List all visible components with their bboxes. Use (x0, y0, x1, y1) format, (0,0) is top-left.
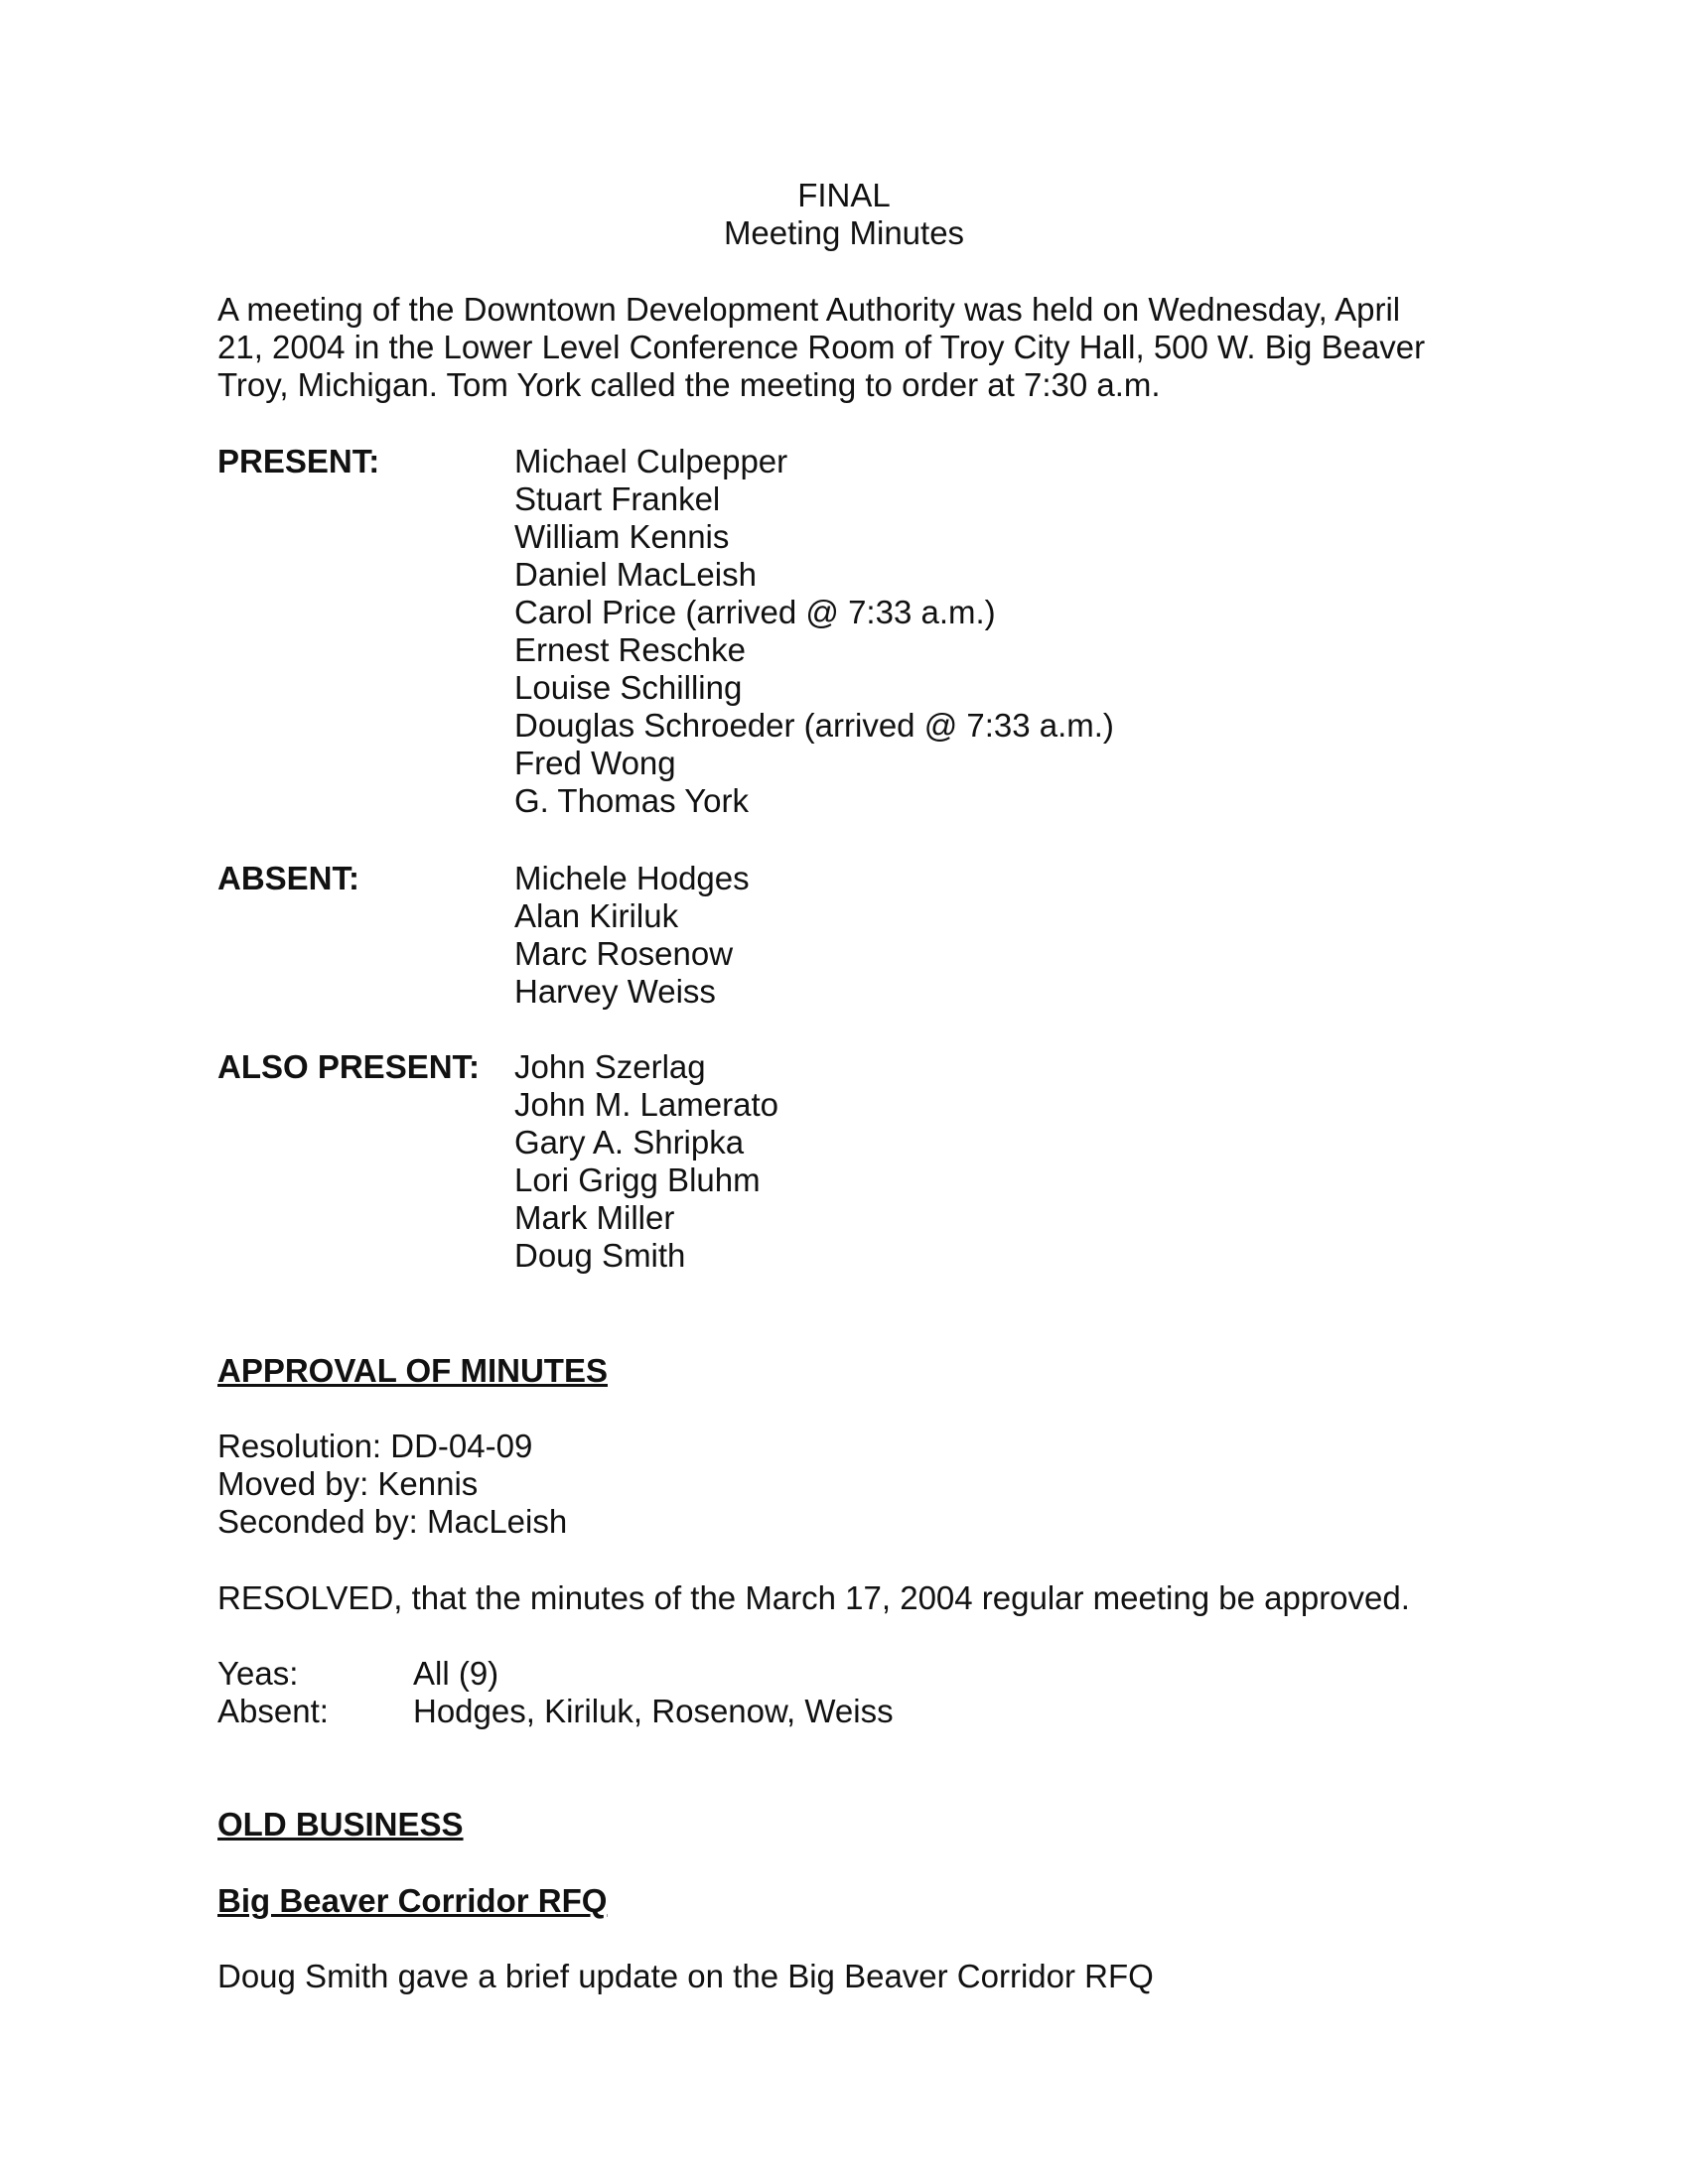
list-item: Mark Miller (514, 1199, 675, 1236)
also-present-label: ALSO PRESENT: (217, 1048, 481, 1085)
vote-absent-value: Hodges, Kiriluk, Rosenow, Weiss (413, 1693, 894, 1729)
rfq-update-text: Doug Smith gave a brief update on the Big Beaver Corridor RFQ (217, 1958, 1154, 1994)
resolution-number: Resolution: DD-04-09 (217, 1428, 533, 1464)
list-item: John Szerlag (514, 1048, 706, 1085)
moved-by: Moved by: Kennis (217, 1465, 479, 1502)
resolved-text: RESOLVED, that the minutes of the March 17, 2004 regular meeting be approved. (217, 1579, 1410, 1616)
absent-label: ABSENT: (217, 860, 360, 896)
list-item: Gary A. Shripka (514, 1124, 745, 1160)
yeas-value: All (9) (413, 1655, 499, 1692)
list-item: Michele Hodges (514, 860, 750, 896)
rfq-subheading: Big Beaver Corridor RFQ (217, 1882, 608, 1919)
list-item: Douglas Schroeder (arrived @ 7:33 a.m.) (514, 707, 1114, 744)
list-item: John M. Lamerato (514, 1086, 778, 1123)
present-list (514, 443, 1114, 820)
intro-line: A meeting of the Downtown Development Authority was held on Wednesday, April (217, 291, 1401, 328)
vote-absent-label: Absent: (217, 1693, 329, 1729)
seconded-by: Seconded by: MacLeish (217, 1503, 568, 1540)
approval-heading: APPROVAL OF MINUTES (217, 1352, 608, 1389)
intro-paragraph (217, 291, 1508, 404)
list-item: Stuart Frankel (514, 480, 721, 517)
present-label: PRESENT: (217, 443, 380, 479)
list-item: Daniel MacLeish (514, 556, 757, 593)
list-item: Doug Smith (514, 1237, 686, 1274)
list-item: Michael Culpepper (514, 443, 788, 479)
list-item: Alan Kiriluk (514, 897, 679, 934)
document-title: Meeting Minutes (723, 214, 965, 251)
also-present-list (514, 1048, 778, 1275)
document-status: FINAL (797, 177, 891, 213)
old-business-heading: OLD BUSINESS (217, 1806, 464, 1843)
list-item: Fred Wong (514, 745, 676, 781)
intro-line: Troy, Michigan. Tom York called the meeting to order at 7:30 a.m. (217, 366, 1161, 403)
list-item: Carol Price (arrived @ 7:33 a.m.) (514, 594, 996, 630)
list-item: William Kennis (514, 518, 730, 555)
list-item: Harvey Weiss (514, 973, 716, 1010)
list-item: Marc Rosenow (514, 935, 734, 972)
list-item: G. Thomas York (514, 782, 750, 819)
absent-list (514, 860, 750, 1011)
intro-line: 21, 2004 in the Lower Level Conference Room of Troy City Hall, 500 W. Big Beaver (217, 329, 1426, 365)
yeas-label: Yeas: (217, 1655, 299, 1692)
list-item: Louise Schilling (514, 669, 743, 706)
list-item: Ernest Reschke (514, 631, 746, 668)
list-item: Lori Grigg Bluhm (514, 1161, 761, 1198)
